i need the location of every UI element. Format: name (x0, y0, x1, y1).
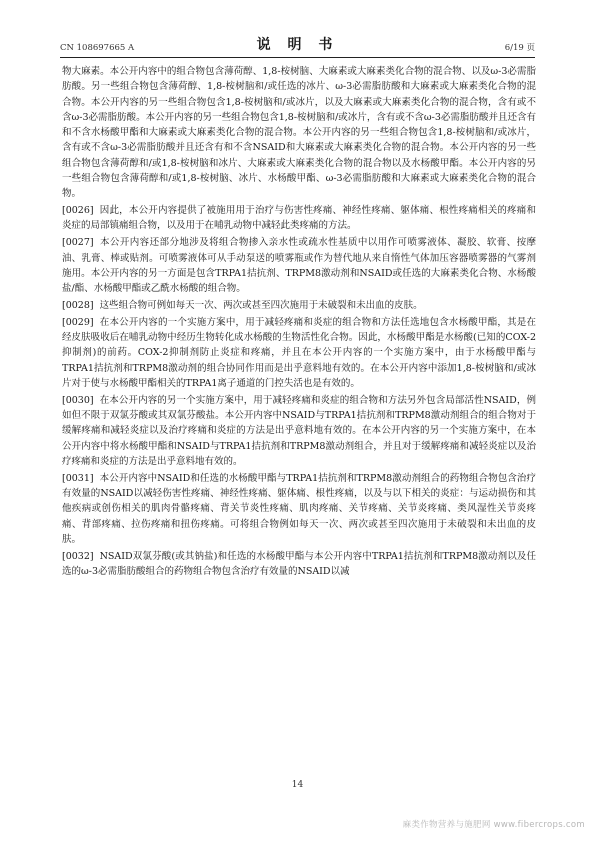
paragraph-text: 在本公开内容的另一个实施方案中，用于减轻疼痛和炎症的组合物和方法另外包含局部活性NSAID，例如但不限于双氯芬酸或其双氯芬酸盐。本公开内容中NSAID与TRPA1拮抗剂和TRPM8激动剂组合的组合物对于缓解疼痛和减轻炎症以及治疗疼痛和炎症的方法是出乎意料地有效的。在本公开内容的另一个实施方案中，在本公开内容中将水杨酸甲酯和NSAID与TRPA1拮抗剂和TRPM8激动剂组合，并且对于缓解疼痛和减轻炎症以及治疗疼痛和炎症的方法是出乎意料地有效的。 (62, 394, 536, 467)
paragraph-text: 物大麻素。本公开内容中的组合物包含薄荷醇、1,8-桉树脑、大麻素或大麻素类化合物的混合物、以及ω-3必需脂肪酸。另一些组合物包含薄荷醇、1,8-桉树脑和/或任选的冰片、ω-3必需脂肪酸和大麻素或大麻素类化合物的混合物。本公开内容的另一些组合物包含1,8-桉树脑和/或冰片，以及大麻素或大麻素类化合物的混合物，含有或不含ω-3必需脂肪酸。本公开内容的另一些组合物包含1,8-桉树脑和/或冰片，含有或不含ω-3必需脂肪酸并且还含有和不含水杨酸甲酯和大麻素或大麻素类化合物的混合物。本公开内容的另一些组合物包含1,8-桉树脑和/或冰片，含有或不含ω-3必需脂肪酸并且还含有和不含NSAID和大麻素或大麻素类化合物的混合物。本公开内容的另一些组合物包含薄荷醇和/或1,8-桉树脑和冰片、大麻素或大麻素类化合物的混合物以及水杨酸甲酯。本公开内容的另一些组合物包含薄荷醇和/或1,8-桉树脑、冰片、水杨酸甲酯、ω-3必需脂肪酸和大麻素或大麻素类化合物的混合物。 (62, 66, 536, 200)
paragraph-0027 (62, 235, 536, 296)
paragraph-number: [0029] (62, 316, 94, 328)
site-watermark: 麻类作物营养与施肥网 www.fibercrops.com (402, 820, 585, 830)
page-number: 14 (291, 780, 304, 790)
paragraph-0026 (62, 203, 536, 234)
paragraph-0028 (62, 298, 536, 313)
document-title: 说 明 书 (256, 37, 339, 53)
paragraph-text: 本公开内容还部分地涉及将组合物掺入亲水性或疏水性基质中以用作可喷雾液体、凝胶、软膏、按摩油、乳膏、棒或贴剂。可喷雾液体可从手动泵送的喷雾瓶或作为替代地从来自惰性气体加压容器喷雾器的气雾剂施用。本公开内容的另一方面是包含TRPA1拮抗剂、TRPM8激动剂和NSAID或任选的大麻素类化合物、水杨酸盐/酯、水杨酸甲酯或乙酰水杨酸的组合物。 (62, 237, 536, 295)
paragraph-0031 (62, 471, 536, 547)
header-divider (60, 57, 535, 58)
paragraph-text: 因此，本公开内容提供了被施用用于治疗与伤害性疼痛、神经性疼痛、躯体痛、根性疼痛相关的疼痛和炎症的局部镇痛组合物，以及用于在哺乳动物中减轻此类疼痛的方法。 (62, 205, 536, 232)
paragraph-0029 (62, 315, 536, 391)
page-indicator: 6/19 页 (504, 43, 535, 53)
paragraph-number: [0028] (62, 299, 94, 311)
paragraph-number: [0030] (62, 394, 94, 406)
document-body (62, 64, 536, 581)
paragraph-text: 这些组合物可例如每天一次、两次或甚至四次施用于未破裂和未出血的皮肤。 (99, 299, 423, 311)
paragraph-number: [0026] (62, 205, 94, 217)
paragraph-continued (62, 64, 536, 202)
paragraph-number: [0032] (62, 550, 94, 562)
page-header (60, 34, 535, 56)
paragraph-number: [0031] (62, 472, 94, 484)
paragraph-0032 (62, 549, 536, 580)
paragraph-number: [0027] (62, 237, 94, 249)
paragraph-text: 在本公开内容的一个实施方案中，用于减轻疼痛和炎症的组合物和方法任选地包含水杨酸甲酯，其是在经皮肤吸收后在哺乳动物中经历生物转化成水杨酸的生物活性化合物。因此，水杨酸甲酯是水杨酸(已知的COX-2抑制剂)的前药。COX-2抑制剂防止炎症和疼痛，并且在本公开内容的一个实施方案中，由于水杨酸甲酯与TRPA1拮抗剂和TRPM8激动剂的组合协同作用而是出乎意料地有效的。在本公开内容中添加1,8-桉树脑和/或冰片对于使与水杨酸甲酯相关的TRPA1离子通道的门控失活也是有效的。 (62, 316, 536, 389)
paragraph-0030 (62, 393, 536, 469)
paragraph-text: NSAID双氯芬酸(或其钠盐)和任选的水杨酸甲酯与本公开内容中TRPA1拮抗剂和TRPM8激动剂以及任选的ω-3必需脂肪酸组合的药物组合物包含治疗有效量的NSAID以减 (62, 550, 536, 577)
patent-number: CN 108697665 A (60, 43, 135, 53)
paragraph-text: 本公开内容中NSAID和任选的水杨酸甲酯与TRPA1拮抗剂和TRPM8激动剂组合的药物组合物包含治疗有效量的NSAID以减轻伤害性疼痛、神经性疼痛、躯体痛、根性疼痛，以及与以下相关的炎症：与运动损伤和其他疾病或创伤相关的肌肉骨骼疼痛、背关节炎性疼痛、肌肉疼痛、关节疼痛、关节炎疼痛、类风湿性关节炎疼痛、背部疼痛、拉伤疼痛和扭伤疼痛。可将组合物例如每天一次、两次或甚至四次施用于未破裂和未出血的皮肤。 (62, 472, 536, 545)
